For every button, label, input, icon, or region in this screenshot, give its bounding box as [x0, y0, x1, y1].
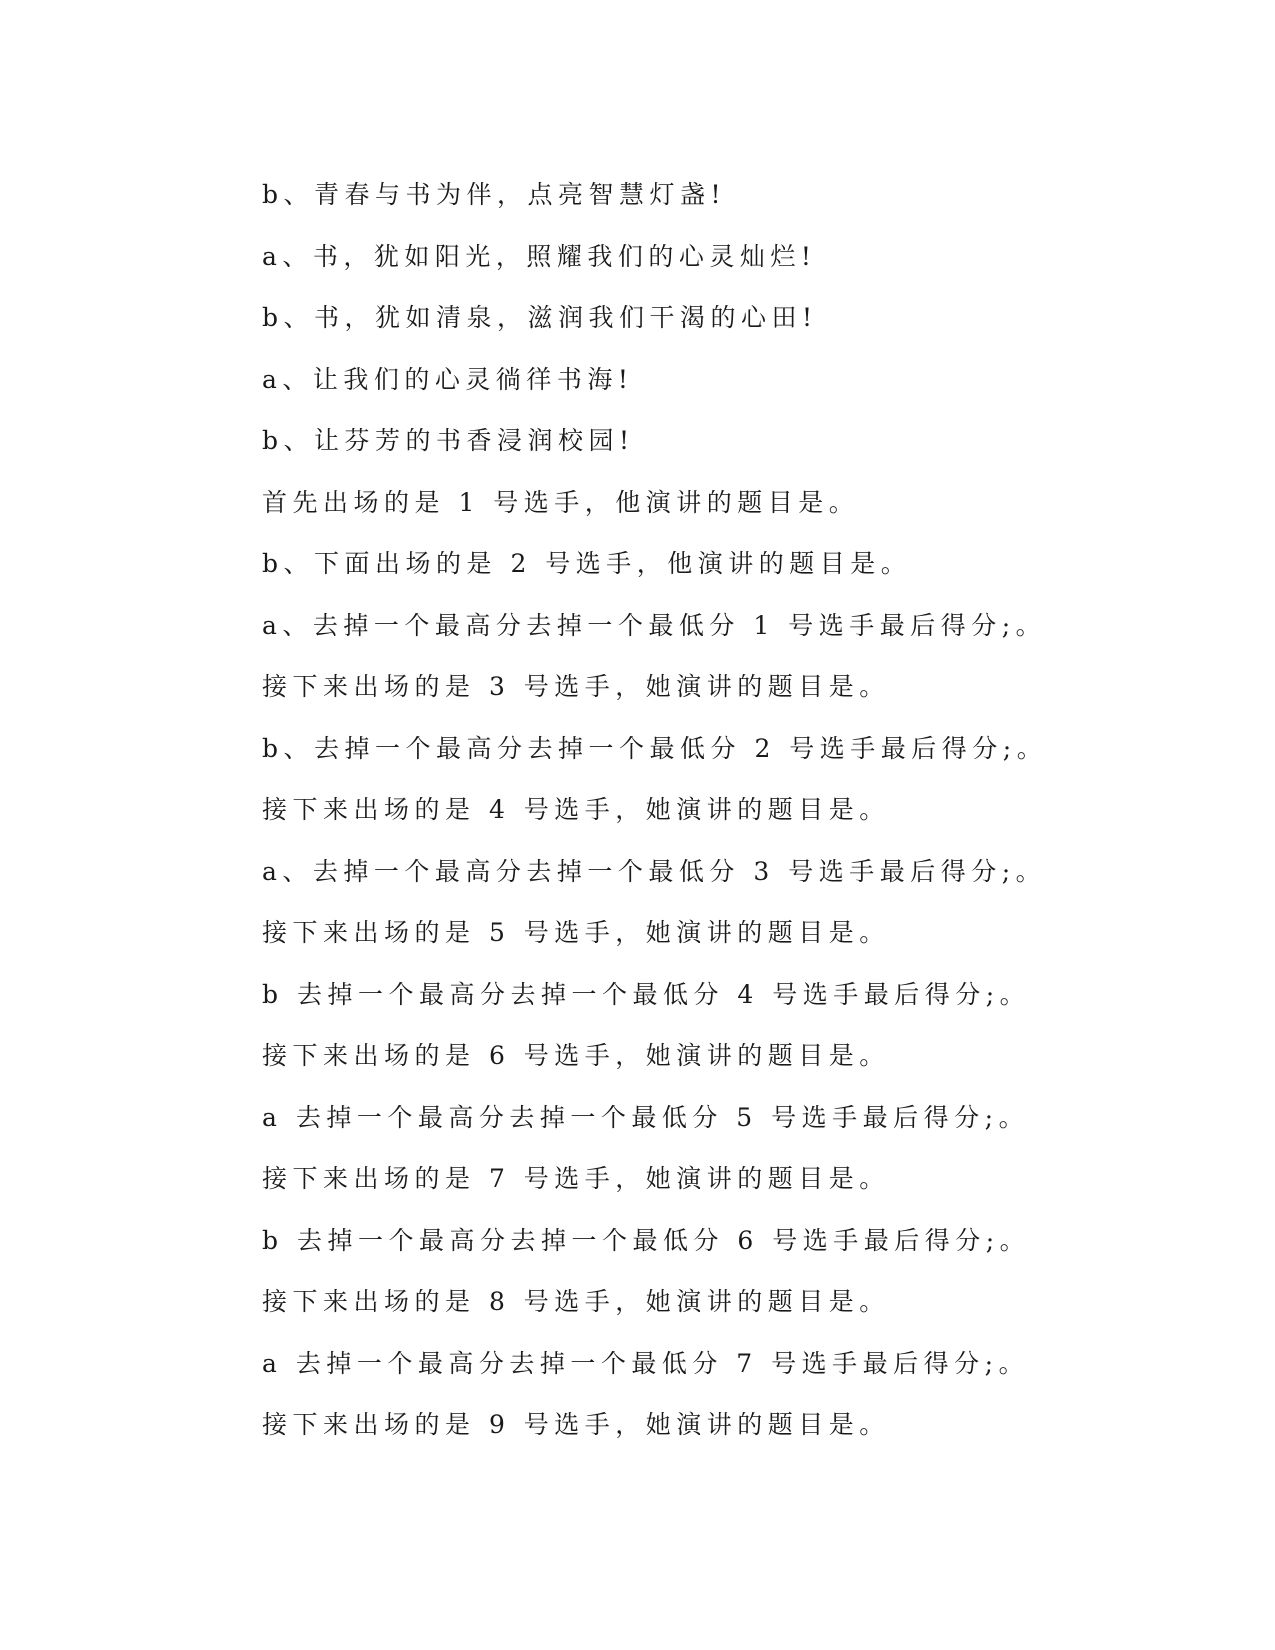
text-line: 接下来出场的是 8 号选手，她演讲的题目是。	[262, 1287, 890, 1316]
text-line: 接下来出场的是 6 号选手，她演讲的题目是。	[262, 1041, 890, 1070]
text-line: b 去掉一个最高分去掉一个最低分 4 号选手最后得分;。	[262, 979, 1031, 1009]
text-line: b、让芬芳的书香浸润校园!	[262, 426, 635, 455]
text-line: a、书，犹如阳光，照耀我们的心灵灿烂!	[262, 241, 817, 271]
text-line: a 去掉一个最高分去掉一个最低分 5 号选手最后得分;。	[262, 1102, 1030, 1132]
text-line: 接下来出场的是 9 号选手，她演讲的题目是。	[262, 1410, 890, 1439]
text-line: 接下来出场的是 4 号选手，她演讲的题目是。	[262, 795, 890, 824]
text-line: b、下面出场的是 2 号选手，他演讲的题目是。	[262, 549, 912, 578]
text-line: b、去掉一个最高分去掉一个最低分 2 号选手最后得分;。	[262, 733, 1048, 763]
text-line: 接下来出场的是 7 号选手，她演讲的题目是。	[262, 1164, 890, 1193]
text-line: 接下来出场的是 3 号选手，她演讲的题目是。	[262, 672, 890, 701]
text-line: b、青春与书为伴，点亮智慧灯盏!	[262, 180, 727, 209]
text-line: a、让我们的心灵徜徉书海!	[262, 364, 634, 394]
text-line: a 去掉一个最高分去掉一个最低分 7 号选手最后得分;。	[262, 1348, 1030, 1378]
text-line: a、去掉一个最高分去掉一个最低分 1 号选手最后得分;。	[262, 610, 1047, 640]
text-line: b 去掉一个最高分去掉一个最低分 6 号选手最后得分;。	[262, 1225, 1031, 1255]
text-line: 接下来出场的是 5 号选手，她演讲的题目是。	[262, 918, 890, 947]
document-body	[262, 168, 1162, 1460]
text-line: 首先出场的是 1 号选手，他演讲的题目是。	[262, 487, 860, 517]
text-line: b、书，犹如清泉，滋润我们干渴的心田!	[262, 303, 818, 332]
text-line: a、去掉一个最高分去掉一个最低分 3 号选手最后得分;。	[262, 856, 1047, 886]
